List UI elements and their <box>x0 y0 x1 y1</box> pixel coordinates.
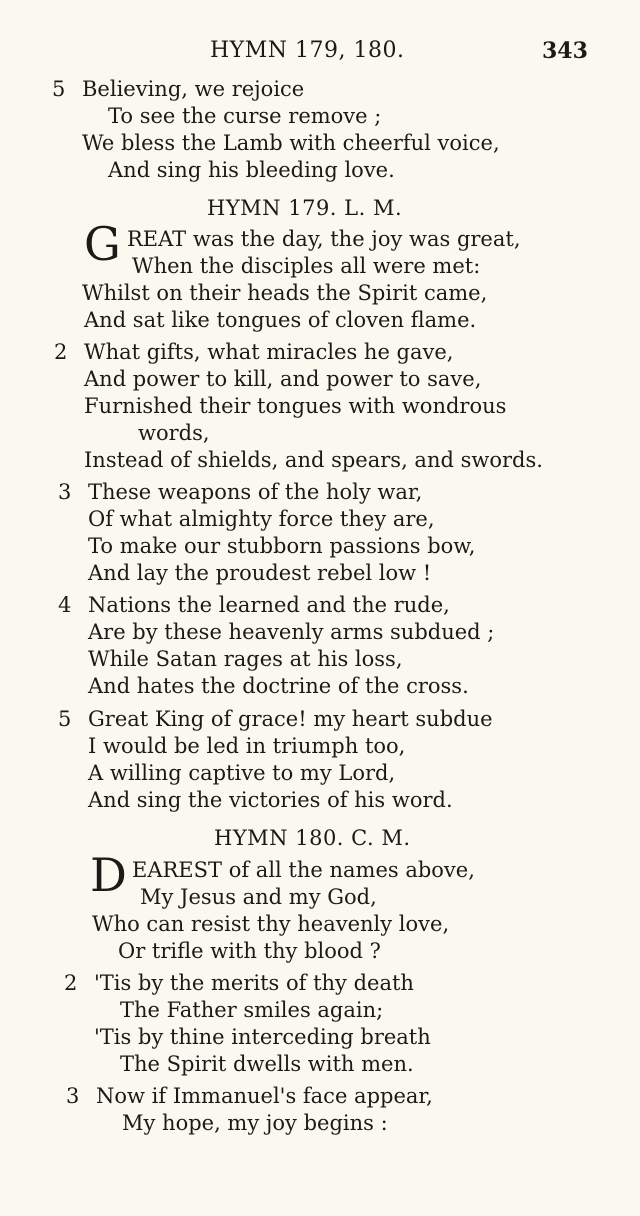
verse-line: When the disciples all were met: <box>132 254 481 278</box>
verse-line: Nations the learned and the rude, <box>88 593 450 617</box>
verse-line: And sat like tongues of cloven flame. <box>84 308 477 332</box>
verse-line: And sing the victories of his word. <box>88 788 453 812</box>
verse-line: These weapons of the holy war, <box>88 480 423 504</box>
verse-line: My Jesus and my God, <box>140 885 377 909</box>
verse-line: To make our stubborn passions bow, <box>88 534 476 558</box>
verse-line: And sing his bleeding love. <box>108 158 395 182</box>
verse-line: 'Tis by thine interceding breath <box>94 1025 431 1049</box>
verse-line: The Spirit dwells with men. <box>120 1052 414 1076</box>
verse-number: 5 <box>58 707 72 731</box>
verse-line: Are by these heavenly arms subdued ; <box>88 620 495 644</box>
verse-line: Great King of grace! my heart subdue <box>88 707 493 731</box>
verse-line: A willing captive to my Lord, <box>88 761 396 785</box>
verse-line: And lay the proudest rebel low ! <box>88 561 432 585</box>
verse-number: 2 <box>54 340 68 364</box>
page-number: 343 <box>542 38 588 64</box>
verse-line: Believing, we rejoice <box>82 77 305 101</box>
hymn-180-title: HYMN 180. C. M. <box>214 826 411 850</box>
verse-line: Who can resist thy heavenly love, <box>92 912 450 936</box>
verse-line: And hates the doctrine of the cross. <box>88 674 469 698</box>
verse-line: My hope, my joy begins : <box>122 1111 388 1135</box>
verse-line: Or trifle with thy blood ? <box>118 939 381 963</box>
verse-line: I would be led in triumph too, <box>88 734 406 758</box>
verse-line: words, <box>138 421 210 445</box>
verse-line: Now if Immanuel's face appear, <box>96 1084 433 1108</box>
running-head-title: HYMN 179, 180. <box>210 38 405 63</box>
verse-number: 3 <box>66 1084 80 1108</box>
verse-number: 5 <box>52 77 66 101</box>
verse-line: Of what almighty force they are, <box>88 507 435 531</box>
verse-line: 'Tis by the merits of thy death <box>94 971 414 995</box>
verse-line: Furnished their tongues with wondrous <box>84 394 507 418</box>
running-head <box>0 38 640 66</box>
verse-line: What gifts, what miracles he gave, <box>84 340 454 364</box>
verse-line: The Father smiles again; <box>120 998 384 1022</box>
verse-line: To see the curse remove ; <box>108 104 382 128</box>
verse-line: While Satan rages at his loss, <box>88 647 403 671</box>
verse-line: Instead of shields, and spears, and swords. <box>84 448 543 472</box>
verse-line: We bless the Lamb with cheerful voice, <box>82 131 500 155</box>
verse-line: REAT was the day, the joy was great, <box>127 227 521 251</box>
drop-cap: G <box>84 217 121 271</box>
verse-line: And power to kill, and power to save, <box>84 367 482 391</box>
verse-number: 4 <box>58 593 72 617</box>
hymn-179-title: HYMN 179. L. M. <box>207 196 403 220</box>
verse-number: 2 <box>64 971 78 995</box>
verse-line: Whilst on their heads the Spirit came, <box>82 281 488 305</box>
verse-number: 3 <box>58 480 72 504</box>
drop-cap: D <box>90 848 127 902</box>
verse-line: EAREST of all the names above, <box>132 858 475 882</box>
